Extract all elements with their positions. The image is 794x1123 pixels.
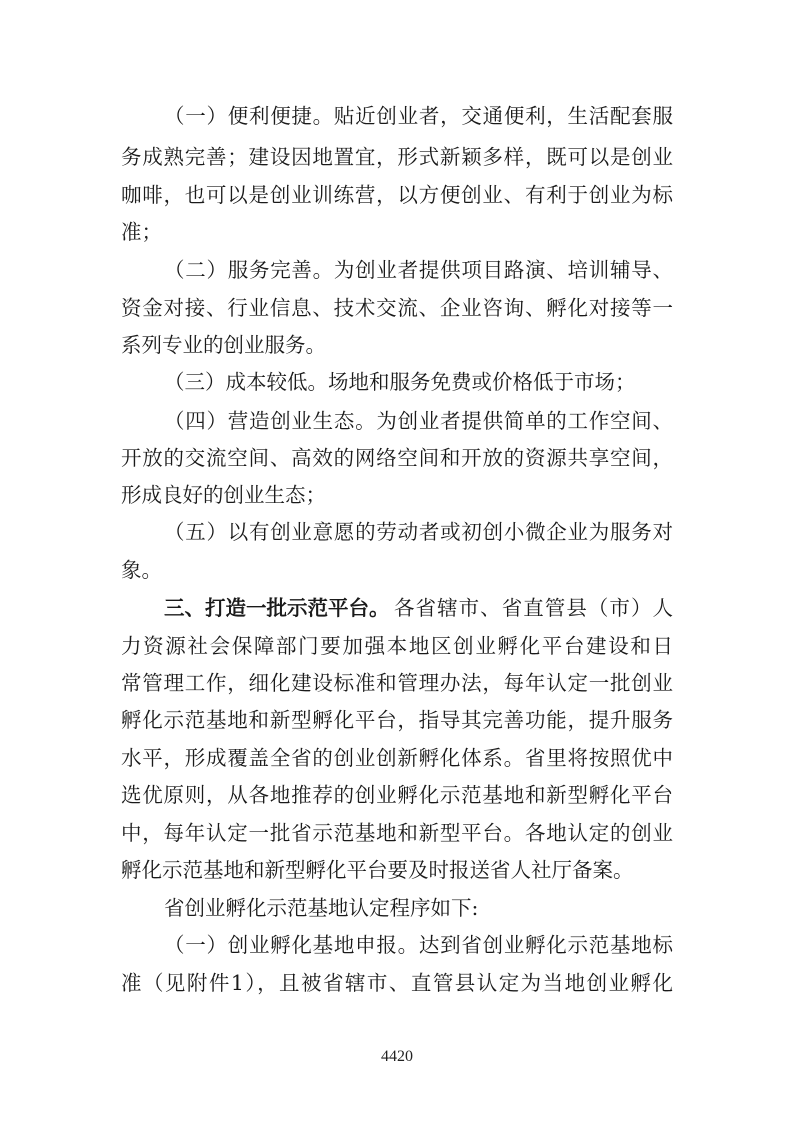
paragraph-line (0, 288, 794, 328)
line-text: 孵化示范基地和新型孵化平台，指导其完善功能，提升服务 (121, 708, 673, 732)
line-text: （五）以有创业意愿的劳动者或初创小微企业为服务对 (164, 520, 673, 544)
paragraph-line (0, 137, 794, 177)
paragraph-line (0, 663, 794, 703)
paragraph-line (0, 175, 794, 215)
line-text: 准； (121, 220, 162, 244)
page-number: 4420 (381, 1048, 413, 1065)
line-text: 开放的交流空间、高效的网络空间和开放的资源共享空间， (121, 446, 673, 470)
paragraph-line (0, 325, 794, 365)
paragraph-line (0, 963, 794, 1003)
line-text: 务成熟完善；建设因地置宜，形式新颖多样，既可以是创业 (121, 145, 673, 169)
line-text: 资金对接、行业信息、技术交流、企业咨询、孵化对接等一 (121, 296, 673, 320)
line-text: 形成良好的创业生态； (121, 483, 326, 507)
paragraph-line (0, 550, 794, 590)
line-text: 准（见附件1），且被省辖市、直管县认定为当地创业孵化 (121, 971, 673, 995)
paragraph-line (0, 512, 794, 552)
paragraph-line (0, 250, 794, 290)
paragraph-line (0, 813, 794, 853)
paragraph-line (0, 925, 794, 965)
line-text: （四）营造创业生态。为创业者提供简单的工作空间、 (164, 409, 673, 433)
line-text: 常管理工作，细化建设标准和管理办法，每年认定一批创业 (121, 671, 673, 695)
paragraph-line (0, 775, 794, 815)
line-text: 选优原则，从各地推荐的创业孵化示范基地和新型孵化平台 (121, 783, 673, 807)
line-text: 水平，形成覆盖全省的创业创新孵化体系。省里将按照优中 (121, 746, 673, 770)
line-text: （二）服务完善。为创业者提供项目路演、培训辅导、 (164, 258, 673, 282)
line-text: 咖啡，也可以是创业训练营，以方便创业、有利于创业为标 (121, 183, 673, 207)
line-text: 系列专业的创业服务。 (121, 333, 326, 357)
line-text: 象。 (121, 558, 162, 582)
paragraph-line (0, 475, 794, 515)
paragraph-line (0, 888, 794, 928)
paragraph-line (0, 362, 794, 402)
line-text: 孵化示范基地和新型孵化平台要及时报送省人社厅备案。 (121, 858, 634, 882)
line-text: 省创业孵化示范基地认定程序如下: (164, 896, 479, 920)
line-text: （一）便利便捷。贴近创业者，交通便利，生活配套服 (164, 104, 673, 128)
paragraph-line (0, 438, 794, 478)
line-text: （三）成本较低。场地和服务免费或价格低于市场； (164, 370, 636, 394)
line-text: 中，每年认定一批省示范基地和新型平台。各地认定的创业 (121, 821, 673, 845)
line-text: 力资源社会保障部门要加强本地区创业孵化平台建设和日 (121, 634, 673, 658)
paragraph-line (0, 700, 794, 740)
paragraph-line (0, 588, 794, 628)
paragraph-line (0, 401, 794, 441)
paragraph-line (0, 850, 794, 890)
paragraph-line (0, 738, 794, 778)
line-text: 各省辖市、省直管县（市）人 (394, 596, 673, 620)
paragraph-line (0, 96, 794, 136)
paragraph-line (0, 212, 794, 252)
line-text: （一）创业孵化基地申报。达到省创业孵化示范基地标 (164, 933, 673, 957)
section-heading: 三、打造一批示范平台。 (164, 596, 390, 620)
paragraph-line (0, 626, 794, 666)
